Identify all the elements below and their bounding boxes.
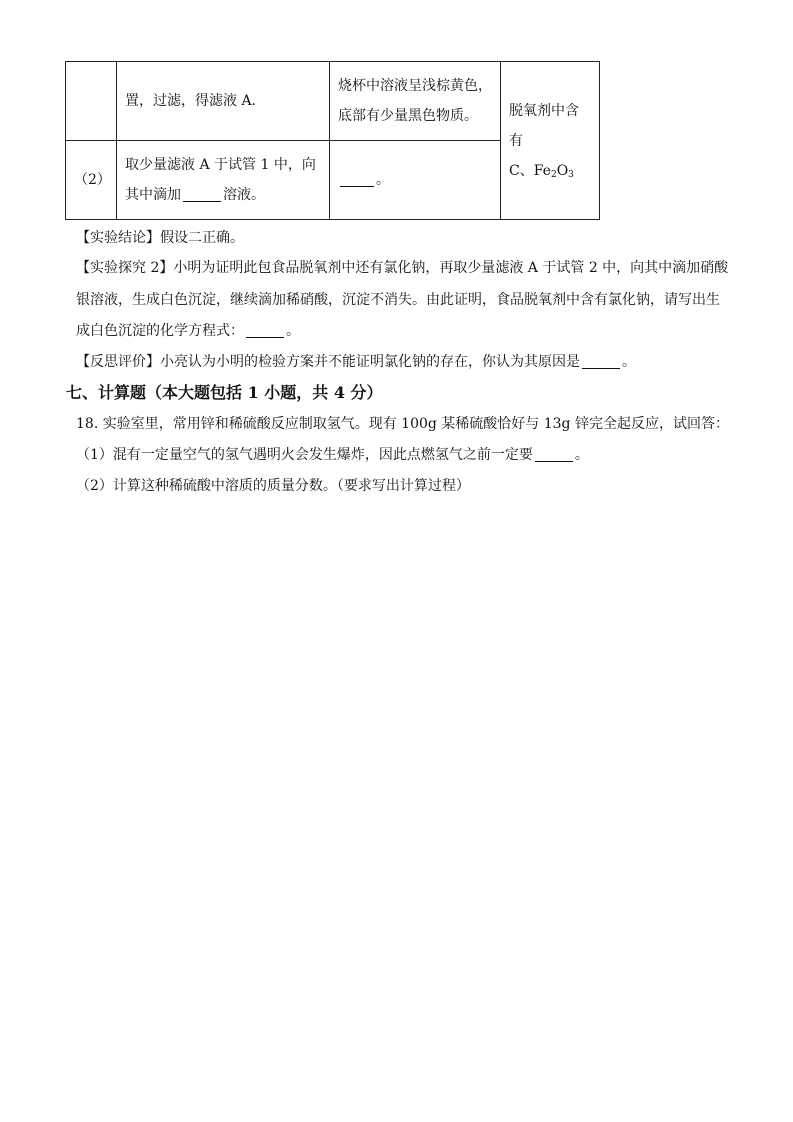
question-18: 18. 实验室里，常用锌和稀硫酸反应制取氢气。现有 100g 某稀硫酸恰好与 13g 锌完全起反应，试回答： [76,416,729,432]
question-text: 。 [574,447,589,463]
row1-observation-cell [330,62,501,141]
reflection-line [76,352,636,372]
experiment-conclusion: 【实验结论】假设二正确。 [76,230,244,246]
step-text: 溶液。 [223,187,265,203]
row2-number-cell [66,141,117,220]
row1-step-text: 置，过滤，得滤液 A． [125,93,266,109]
reflection-text: 。 [622,354,636,370]
question-18-part1 [76,445,589,465]
explore2-line1: 【实验探究 2】小明为证明此包食品脱氧剂中还有氯化钠，再取少量滤液 A 于试管 2 中，向其中滴加硝酸 [76,260,729,276]
explore2-text: 成白色沉淀的化学方程式： [76,323,244,339]
answer-blank[interactable] [582,352,620,369]
conclusion-text: O [556,162,569,179]
row1-step-cell [117,62,330,141]
table-row [66,62,600,141]
answer-blank[interactable] [246,321,284,338]
explore2-line3 [76,321,300,341]
row2-step-line2 [125,187,265,203]
row1-observation-line2: 底部有少量黑色物质。 [338,108,478,124]
conclusion-line1: 脱氧剂中含有 [509,102,579,149]
conclusion-cell [501,62,600,220]
question-text: （1）混有一定量空气的氢气遇明火会发生爆炸，因此点燃氢气之前一定要 [76,447,533,463]
subscript: 2 [550,169,557,180]
row1-number-cell [66,62,117,141]
row2-step-cell [117,141,330,220]
answer-blank[interactable] [183,185,221,202]
reflection-text: 【反思评价】小亮认为小明的检验方案并不能证明氯化钠的存在，你认为其原因是 [76,354,580,370]
row2-number: （2） [74,172,111,188]
section-heading: 七、计算题（本大题包括 1 小题，共 4 分） [66,383,383,402]
conclusion-line2 [509,163,574,179]
conclusion-text: C、Fe [509,162,551,179]
explore2-line2: 银溶液，生成白色沉淀，继续滴加稀硝酸，沉淀不消失。由此证明，食品脱氧剂中含有氯化钠，请写出生 [76,292,720,308]
observation-text: 。 [376,172,390,188]
answer-blank[interactable] [340,170,374,187]
question-18-part2: （2）计算这种稀硫酸中溶质的质量分数。（要求写出计算过程） [76,478,470,494]
experiment-table [65,61,600,220]
subscript: 3 [568,169,574,180]
answer-blank[interactable] [535,445,573,462]
step-text: 其中滴加 [125,187,181,203]
explore2-text: 。 [286,323,300,339]
row2-observation-cell [330,141,501,220]
row2-step-line1: 取少量滤液 A 于试管 1 中，向 [125,157,316,173]
row1-observation-line1: 烧杯中溶液呈浅棕黄色， [338,78,492,94]
